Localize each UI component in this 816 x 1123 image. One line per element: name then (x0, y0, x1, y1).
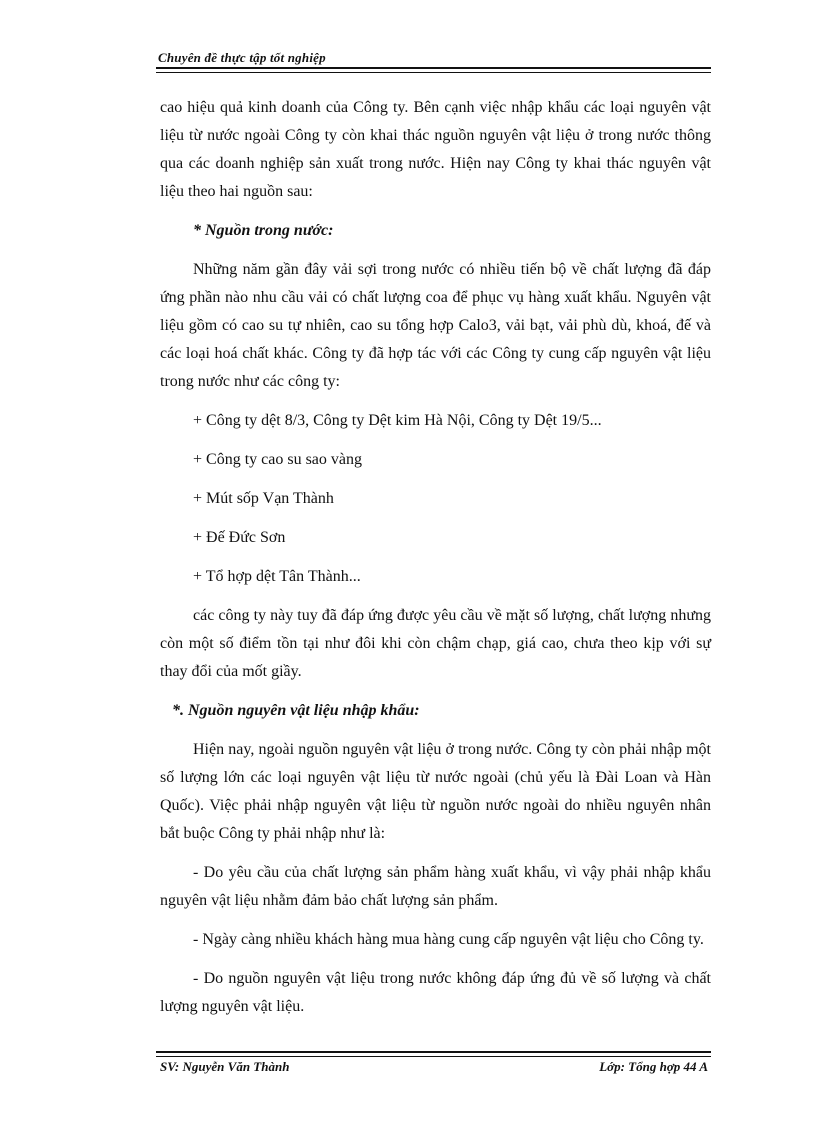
footer-class: Lớp: Tổng hợp 44 A (599, 1059, 708, 1074)
header-rule-thin (156, 72, 711, 73)
footer-rule-thin (156, 1056, 711, 1057)
paragraph-6: - Ngày càng nhiều khách hàng mua hàng cung cấp nguyên vật liệu cho Công ty. (193, 931, 704, 948)
paragraph-5: - Do yêu cầu của chất lượng sản phẩm hàng xuất khẩu, vì vậy phải nhập khẩu nguyên vật liệu nhằm đảm bảo chất lượng sản phẩm. (160, 864, 711, 909)
paragraph-1: cao hiệu quả kinh doanh của Công ty. Bên cạnh việc nhập khẩu các loại nguyên vật liệu từ nước ngoài Công ty còn khai thác nguồn nguyên vật liệu ở trong nước thông qua các doanh nghiệp sản xuất trong nước. Hiện nay Công ty khai thác nguyên vật liệu theo hai nguồn sau: (160, 99, 711, 200)
page-content (160, 94, 711, 1032)
header-title: Chuyên đề thực tập tốt nghiệp (158, 50, 326, 65)
list-item: + Tổ hợp dệt Tân Thành... (193, 568, 361, 585)
section-heading-domestic: * Nguồn trong nước: (193, 222, 334, 239)
footer-student: SV: Nguyễn Văn Thành (160, 1059, 290, 1074)
footer-rule (156, 1051, 711, 1053)
paragraph-3: các công ty này tuy đã đáp ứng được yêu cầu về mặt số lượng, chất lượng nhưng còn một số điểm tồn tại như đôi khi còn chậm chạp, giá cao, chưa theo kịp với sự thay đổi của mốt giầy. (160, 607, 711, 680)
list-item: + Đế Đức Sơn (193, 529, 286, 546)
list-item: + Công ty dệt 8/3, Công ty Dệt kim Hà Nội, Công ty Dệt 19/5... (193, 412, 602, 429)
section-heading-import: *. Nguồn nguyên vật liệu nhập khẩu: (172, 702, 420, 719)
paragraph-2: Những năm gần đây vải sợi trong nước có nhiều tiến bộ về chất lượng đã đáp ứng phần nào nhu cầu vải có chất lượng coa để phục vụ hàng xuất khẩu. Nguyên vật liệu gồm có cao su tự nhiên, cao su tổng hợp Calo3, vải bạt, vải phù dù, khoá, đế và các loại hoá chất khác. Công ty đã hợp tác với các Công ty cung cấp nguyên vật liệu trong nước như các công ty: (160, 261, 711, 390)
paragraph-7: - Do nguồn nguyên vật liệu trong nước không đáp ứng đủ về số lượng và chất lượng nguyên vật liệu. (160, 970, 711, 1015)
header-rule (156, 67, 711, 69)
list-item: + Mút sốp Vạn Thành (193, 490, 334, 507)
paragraph-4: Hiện nay, ngoài nguồn nguyên vật liệu ở trong nước. Công ty còn phải nhập một số lượng lớn các loại nguyên vật liệu từ nước ngoài (chủ yếu là Đài Loan và Hàn Quốc). Việc phải nhập nguyên vật liệu từ nguồn nước ngoài do nhiều nguyên nhân bắt buộc Công ty phải nhập như là: (160, 741, 711, 842)
list-item: + Công ty cao su sao vàng (193, 451, 362, 468)
